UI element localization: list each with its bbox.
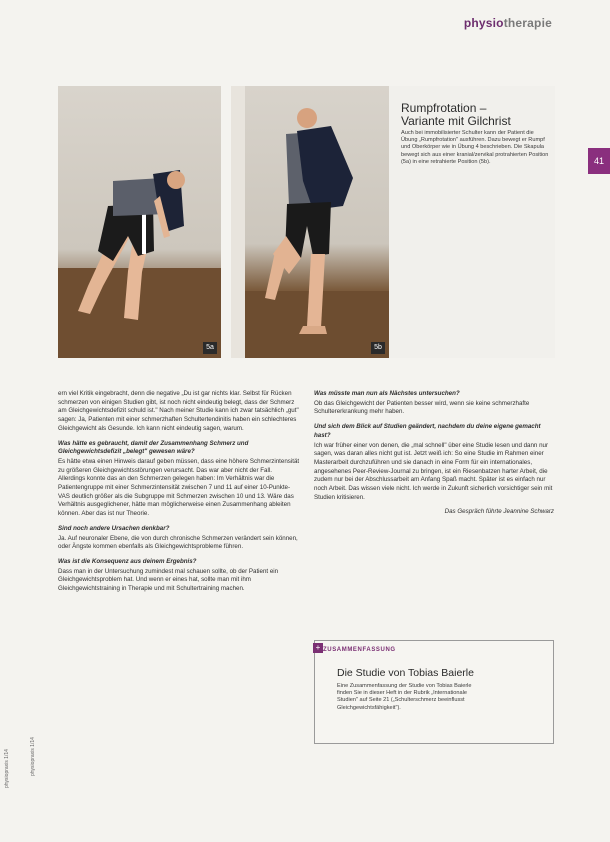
- interview-question: Was hätte es gebraucht, damit der Zusammenhang Schmerz und Gleichgewichtsdefizit „belegt" gewesen wäre?: [58, 439, 249, 456]
- interview-question: Und sich dem Blick auf Studien geändert, nachdem du deine eigene gemacht hast?: [314, 423, 541, 439]
- interview-question: Was müsste man nun als Nächstes untersuchen?: [314, 390, 460, 397]
- paragraph: Ob das Gleichgewicht der Patienten besser wird, wenn sie keine schmerzhafte Schultererkrankung mehr haben.: [314, 399, 530, 416]
- person-bending-illustration: [58, 86, 221, 358]
- paragraph: ern viel Kritik eingebracht, denn die negative „Du ist gar nichts klar. Selbst für Rücken schmerzen von einigen Studien gibt, ist noch nicht eindeutig belegt, dass der Schmerz am Gleichgewichtsdefizit schuld ist." Nach meiner Studie kann ich zwar tatsächlich „gut" sagen: Ja, Patienten mit einer schmerzhaften Schultertendinitis haben ein schlechteres Gleichgewicht als Gesunde. Ich kann nicht eindeutig sagen, warum.: [58, 390, 299, 432]
- article-column-left: [58, 390, 300, 600]
- figure-title-line-1: Rumpfrotation –: [401, 101, 487, 115]
- summary-box: [314, 640, 554, 744]
- summary-title: Die Studie von Tobias Baierle: [337, 667, 474, 679]
- summary-text: Eine Zusammenfassung der Studie von Tobias Baierle finden Sie in dieser Heft in der Rubrik „Internationale Studien" auf Seite 21 („Schulterschmerz beeinflusst Gleichgewichtsfähigkeit").: [337, 683, 472, 711]
- figure-caption: Auch bei immobilisierter Schulter kann der Patient die Übung „Rumpfrotation" ausführen. Dazu bewegt er Rumpf und Oberkörper wie in Übung 4 beschrieben. Die Skapula bewegt sich aus einer kranial/zervikal protrahierten Position (5a) in eine retrahierte Position (5b).: [401, 130, 549, 165]
- article-column-right: [314, 390, 554, 523]
- margin-vertical-text: physiopraxis 1/14: [4, 749, 10, 788]
- figure-title-line-2: Variante mit Gilchrist: [401, 114, 511, 128]
- paragraph: Es hätte etwa einen Hinweis darauf geben müssen, dass eine höhere Schmerzintensität zu größeren Gleichgewichtsstörungen verursacht. Das war aber nicht der Fall. Allerdings konnte das an den Schmerzen gelegen haben: Im Verhältnis war die Patientengruppe mit einer Schmerzintensität zwischen 7 und 11 auf einer 10-Punkte-VAS deutlich größer als die Subgruppe mit Schmerzen zwischen 10 und 13. Wäre das Verhältnis ausgeglichener, hätte man möglicherweise einen Zusammenhang ableiten können. Aber das ist nur Theorie.: [58, 457, 300, 518]
- person-standing-illustration: [231, 86, 389, 358]
- page-number-tab: 41: [588, 148, 610, 174]
- photo-label-5b: 5b: [371, 342, 385, 354]
- brand-part-2: therapie: [503, 16, 552, 30]
- photo-label-5a: 5a: [203, 342, 217, 354]
- magazine-section-brand: [464, 16, 552, 30]
- brand-part-1: physio: [463, 16, 504, 30]
- exercise-photo-5a: [58, 86, 221, 358]
- head: [297, 108, 317, 128]
- plus-icon: +: [313, 643, 323, 653]
- interview-question: Sind noch andere Ursachen denkbar?: [58, 524, 170, 532]
- wall-edge: [231, 86, 245, 358]
- interview-question: Was ist die Konsequenz aus deinem Ergebnis?: [58, 557, 197, 565]
- interview-signature: Das Gespräch führte Jeannine Schwarz: [444, 508, 554, 516]
- summary-header: ZUSAMMENFASSUNG: [323, 647, 396, 653]
- head: [167, 171, 185, 189]
- foot: [299, 326, 327, 334]
- paragraph: Ja. Auf neuronaler Ebene, die von durch chronische Schmerzen verändert sein können, oder Ängste kommen ebenfalls als Gleichgewichtsprobleme führen.: [58, 534, 298, 551]
- exercise-photo-5b: [231, 86, 389, 358]
- paragraph: Ich war früher einer von denen, die „mal schnell" über eine Studie lesen und dann nur sagen, was daran alles nicht gut ist. Jetzt weiß ich: So eine Studie im Rahmen einer Masterarbeit durchzuführen und sie danach in eine Form für ein internationales, angesehenes Peer-Review-Journal zu bringen, ist ein Riesenbatzen harter Arbeit, die zudem nur bei der Abschlussarbeit am Anfang Spaß macht. Später ist es einfach nur noch Arbeit. Das wissen viele nicht. Ich werde in Zukunft sicherlich vorsichtiger sein mit Studien kritisieren.: [314, 441, 553, 501]
- figure-title: [401, 102, 551, 128]
- paragraph: Dass man in der Untersuchung zumindest mal schauen sollte, ob der Patient ein Gleichgewichtsproblem hat. Und wenn er eines hat, sollte man mit ihm Gleichgewichtstraining in Therapie und mit Schultertraining machen.: [58, 567, 279, 593]
- margin-vertical-text-2: physiopraxis 1/14: [30, 737, 36, 776]
